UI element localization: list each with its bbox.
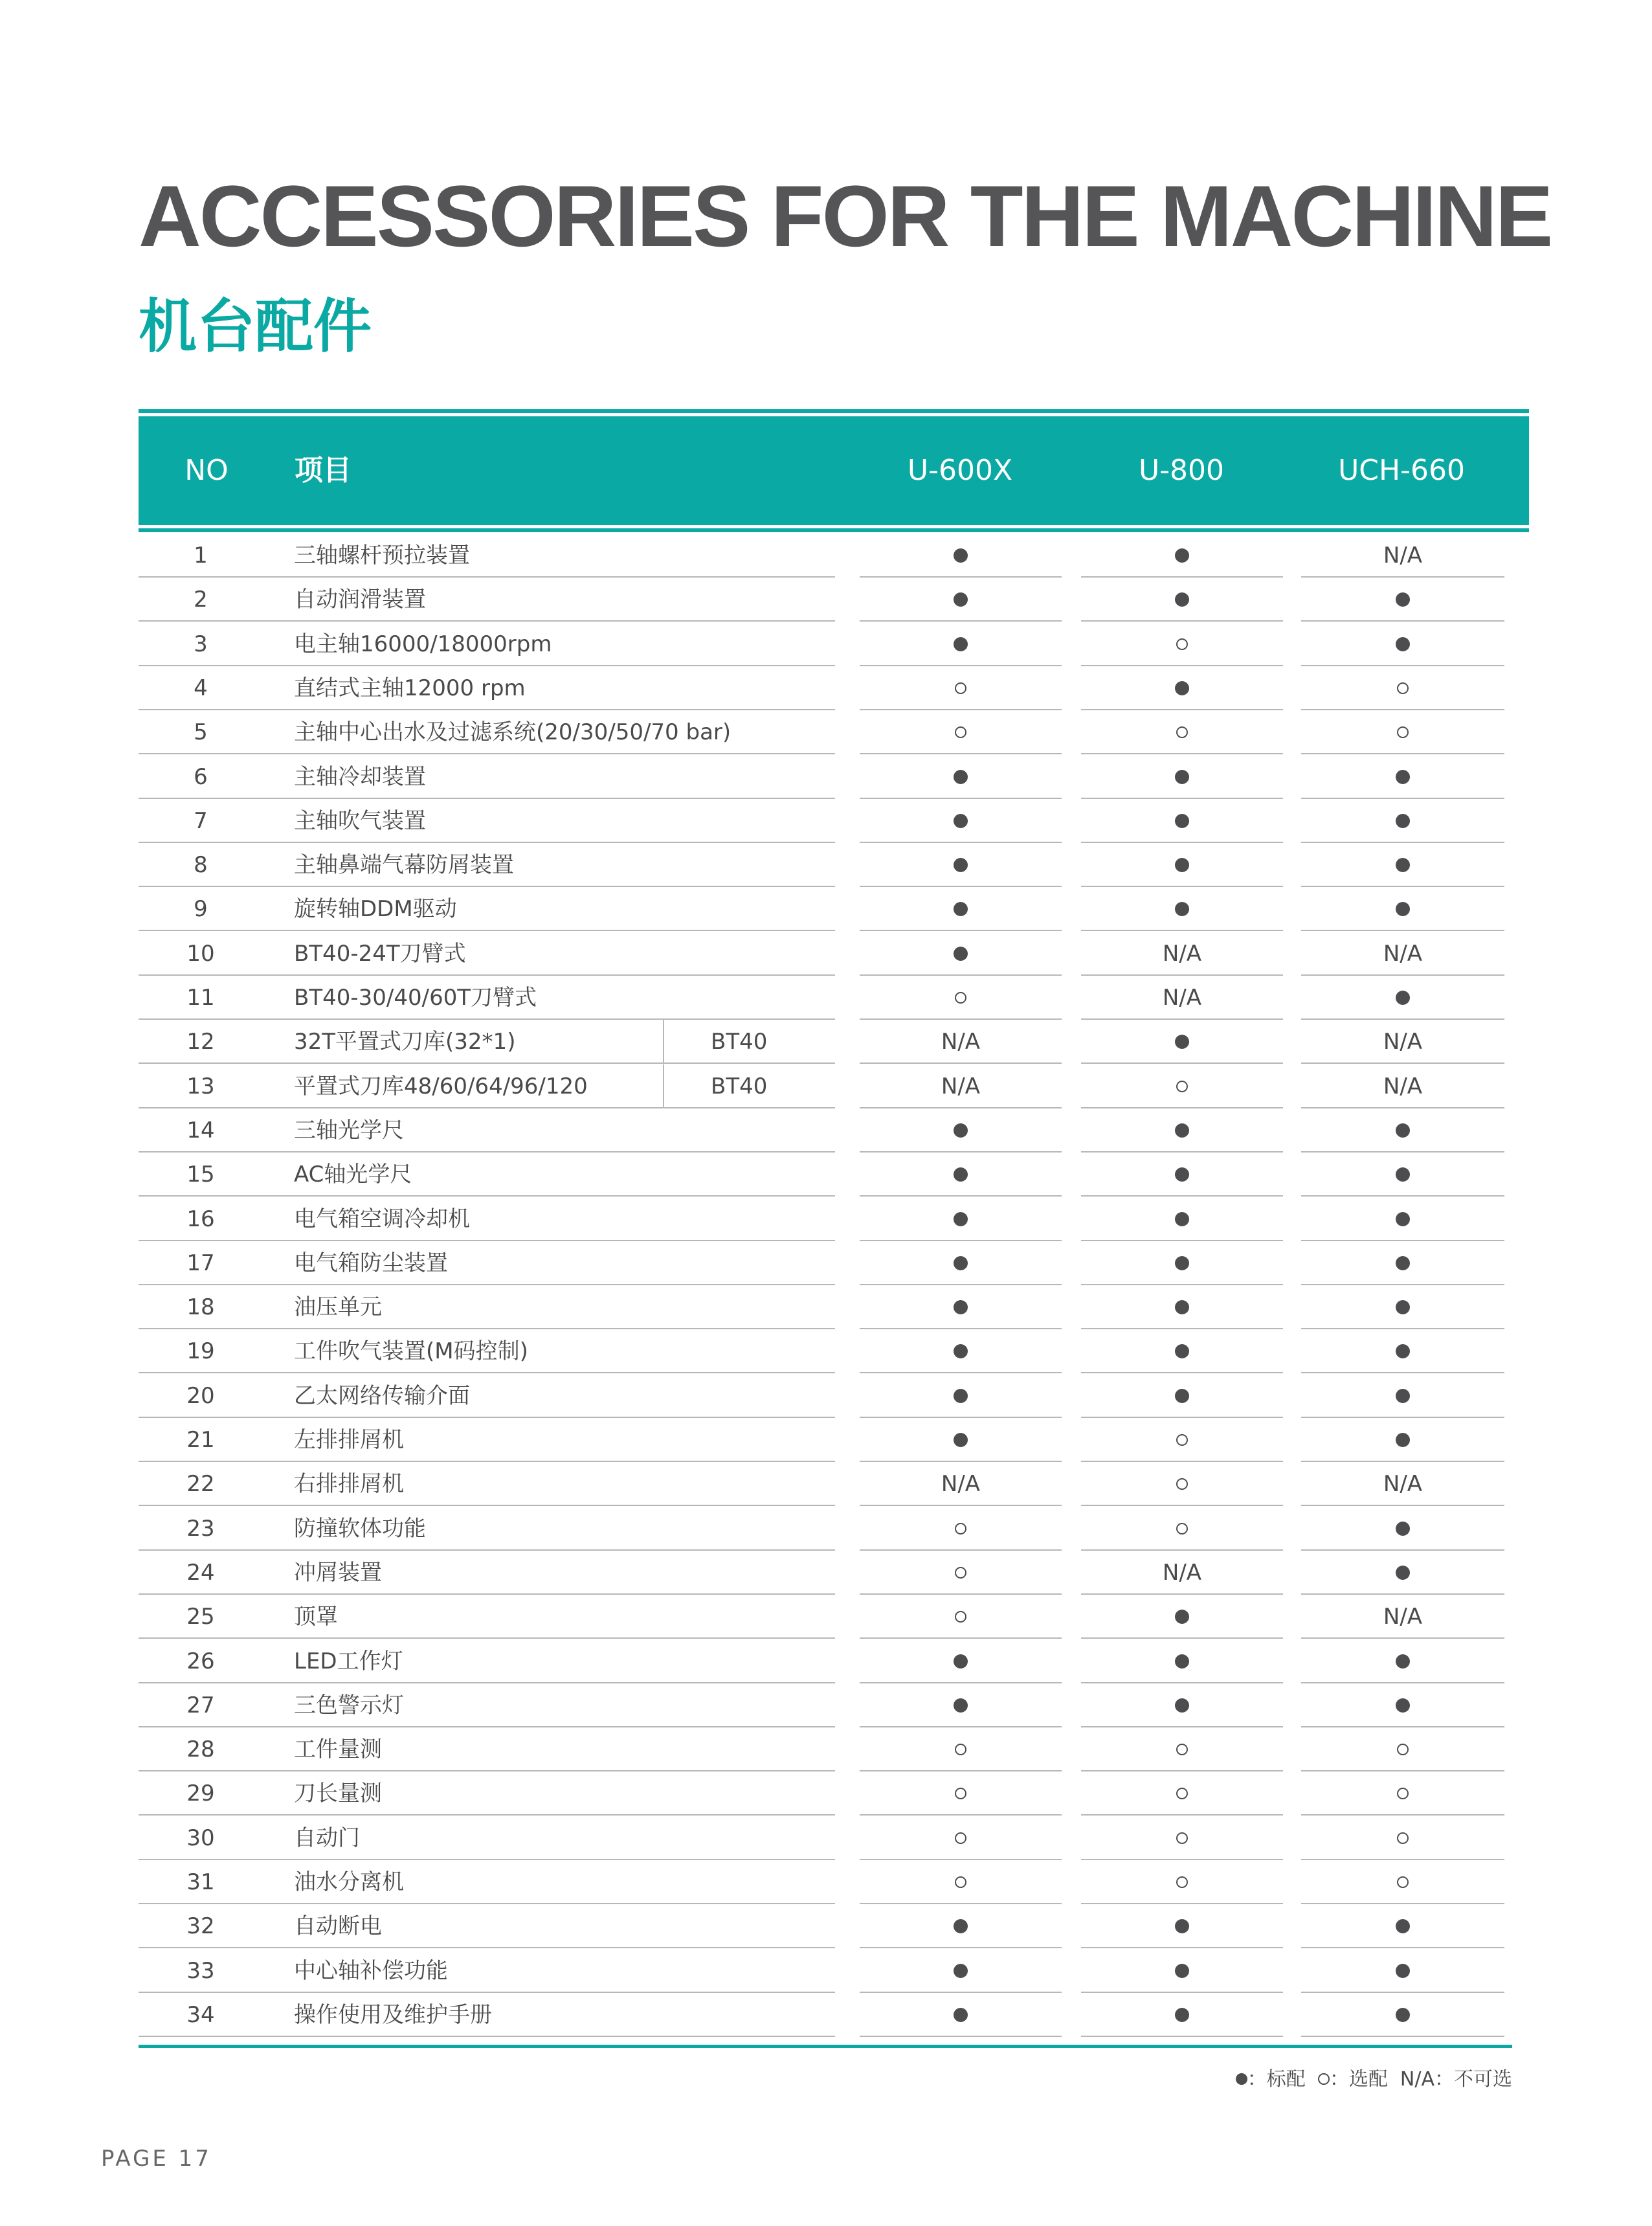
optional-circle-icon — [1081, 622, 1283, 666]
row-no: 7 — [139, 799, 263, 843]
standard-dot-icon — [1081, 1374, 1283, 1418]
optional-circle-icon — [1081, 1816, 1283, 1860]
not-available-value: N/A — [1301, 1020, 1504, 1064]
row-item: BT40-24T刀臂式 — [263, 932, 835, 976]
row-item: 32T平置式刀库(32*1) — [263, 1020, 835, 1064]
standard-dot-icon — [1081, 1285, 1283, 1329]
filled-dot-icon — [1175, 1256, 1189, 1270]
optional-circle-icon — [860, 1595, 1062, 1639]
row-no: 27 — [139, 1683, 263, 1727]
filled-dot-icon — [954, 1212, 968, 1226]
optional-circle-icon — [1081, 710, 1283, 754]
filled-dot-icon — [1396, 1256, 1410, 1270]
row-item: 旋转轴DDM驱动 — [263, 887, 835, 931]
standard-dot-icon — [1081, 1152, 1283, 1197]
row-no: 10 — [139, 932, 263, 976]
filled-dot-icon — [954, 902, 968, 916]
optional-circle-icon — [1081, 1064, 1283, 1108]
page-title: ACCESSORIES FOR THE MACHINE — [139, 168, 1552, 265]
filled-dot-icon — [954, 548, 968, 563]
row-no: 8 — [139, 843, 263, 887]
standard-dot-icon — [860, 843, 1062, 887]
filled-dot-icon — [1396, 1123, 1410, 1138]
hollow-circle-icon — [955, 1567, 966, 1579]
standard-dot-icon — [860, 578, 1062, 622]
standard-dot-icon — [1081, 534, 1283, 578]
filled-dot-icon — [1396, 1654, 1410, 1669]
standard-dot-icon — [860, 755, 1062, 799]
table-bottom-rule — [139, 2045, 1512, 2048]
optional-circle-icon — [1081, 1771, 1283, 1816]
row-item: 三轴光学尺 — [263, 1108, 835, 1152]
standard-dot-icon — [860, 1108, 1062, 1152]
row-item: 操作使用及维护手册 — [263, 1993, 835, 2037]
optional-circle-icon — [1301, 1771, 1504, 1816]
row-item: 工件量测 — [263, 1727, 835, 1771]
hollow-circle-icon — [955, 1832, 966, 1844]
standard-dot-icon — [1081, 1904, 1283, 1948]
standard-dot-icon — [860, 1949, 1062, 1993]
standard-dot-icon — [1301, 1241, 1504, 1285]
standard-dot-icon — [1081, 1108, 1283, 1152]
standard-dot-icon — [860, 932, 1062, 976]
not-available-value: N/A — [1081, 932, 1283, 976]
filled-dot-icon — [1175, 681, 1189, 695]
filled-dot-icon — [954, 1167, 968, 1182]
filled-dot-icon — [1396, 858, 1410, 872]
filled-dot-icon — [1175, 1389, 1189, 1403]
row-spec: BT40 — [711, 1074, 768, 1099]
filled-dot-icon — [1175, 814, 1189, 828]
filled-dot-icon — [1175, 548, 1189, 563]
filled-dot-icon — [1175, 1123, 1189, 1138]
filled-dot-icon — [1175, 1610, 1189, 1624]
optional-circle-icon — [860, 1860, 1062, 1904]
row-no: 9 — [139, 887, 263, 931]
standard-dot-icon — [1301, 1152, 1504, 1197]
row-no: 21 — [139, 1418, 263, 1462]
standard-dot-icon — [1081, 887, 1283, 931]
legend-na-label: ：不可选 — [1434, 2068, 1512, 2091]
standard-dot-icon — [1301, 578, 1504, 622]
standard-dot-icon — [1081, 578, 1283, 622]
table-header — [139, 413, 1529, 528]
not-available-value: N/A — [1301, 932, 1504, 976]
spec-divider — [663, 1064, 664, 1108]
standard-dot-icon — [1301, 622, 1504, 666]
not-available-value: N/A — [860, 1064, 1062, 1108]
standard-dot-icon — [1081, 666, 1283, 710]
row-item: 电主轴16000/18000rpm — [263, 622, 835, 666]
filled-dot-icon — [1175, 1300, 1189, 1314]
filled-dot-icon — [1396, 1344, 1410, 1358]
standard-dot-icon — [860, 1152, 1062, 1197]
hollow-circle-icon — [955, 726, 966, 738]
filled-dot-icon — [954, 637, 968, 651]
filled-dot-icon — [1175, 858, 1189, 872]
filled-dot-icon — [1175, 1212, 1189, 1226]
filled-dot-icon — [1175, 2008, 1189, 2022]
not-available-value: N/A — [860, 1020, 1062, 1064]
row-item: 直结式主轴12000 rpm — [263, 666, 835, 710]
filled-dot-icon — [954, 1300, 968, 1314]
row-no: 30 — [139, 1816, 263, 1860]
legend-standard-label: ：标配 — [1247, 2068, 1306, 2091]
standard-dot-icon — [860, 1241, 1062, 1285]
legend-optional-label: ：选配 — [1329, 2068, 1388, 2091]
row-no: 2 — [139, 578, 263, 622]
filled-dot-icon — [1175, 1698, 1189, 1713]
hollow-circle-icon — [955, 992, 966, 1004]
standard-dot-icon — [860, 887, 1062, 931]
filled-dot-icon — [1396, 1566, 1410, 1580]
optional-circle-icon — [1081, 1860, 1283, 1904]
optional-circle-icon — [860, 666, 1062, 710]
row-item: 主轴吹气装置 — [263, 799, 835, 843]
hollow-circle-icon — [1176, 1788, 1188, 1799]
standard-dot-icon — [860, 534, 1062, 578]
row-no: 1 — [139, 534, 263, 578]
row-item: 三色警示灯 — [263, 1683, 835, 1727]
row-item: 电气箱空调冷却机 — [263, 1197, 835, 1241]
filled-dot-icon — [954, 1389, 968, 1403]
not-available-value: N/A — [1301, 1462, 1504, 1506]
row-item: 主轴鼻端气幕防屑装置 — [263, 843, 835, 887]
row-item: 主轴冷却装置 — [263, 755, 835, 799]
filled-dot-icon — [954, 1919, 968, 1933]
row-item: 电气箱防尘装置 — [263, 1241, 835, 1285]
optional-circle-icon — [1081, 1727, 1283, 1771]
header-model-uch660: UCH-660 — [1338, 454, 1465, 487]
standard-dot-icon — [860, 1683, 1062, 1727]
standard-dot-icon — [1301, 1639, 1504, 1683]
filled-dot-icon — [1396, 1522, 1410, 1536]
not-available-value: N/A — [1081, 976, 1283, 1020]
optional-circle-icon — [860, 976, 1062, 1020]
standard-dot-icon — [860, 1329, 1062, 1373]
filled-dot-icon — [1175, 1035, 1189, 1049]
optional-circle-icon — [860, 710, 1062, 754]
filled-dot-icon — [1175, 1654, 1189, 1669]
row-item: 平置式刀库48/60/64/96/120 — [263, 1064, 835, 1108]
standard-dot-icon — [1301, 1904, 1504, 1948]
row-no: 22 — [139, 1462, 263, 1506]
row-no: 11 — [139, 976, 263, 1020]
optional-circle-icon — [860, 1771, 1062, 1816]
hollow-circle-icon — [955, 1611, 966, 1623]
header-no: NO — [184, 454, 229, 487]
hollow-circle-icon — [1397, 726, 1409, 738]
row-no: 6 — [139, 755, 263, 799]
standard-dot-icon — [1301, 976, 1504, 1020]
row-item: 右排排屑机 — [263, 1462, 835, 1506]
filled-dot-icon — [954, 1433, 968, 1447]
filled-dot-icon — [1175, 592, 1189, 607]
row-no: 31 — [139, 1860, 263, 1904]
filled-dot-icon — [1396, 770, 1410, 784]
optional-circle-icon — [860, 1551, 1062, 1595]
filled-dot-icon — [1396, 1698, 1410, 1713]
filled-dot-icon — [1175, 902, 1189, 916]
filled-dot-icon — [954, 947, 968, 961]
not-available-value: N/A — [1081, 1551, 1283, 1595]
hollow-circle-icon — [1318, 2073, 1330, 2085]
row-spec: BT40 — [711, 1029, 768, 1055]
row-no: 33 — [139, 1949, 263, 1993]
filled-dot-icon — [954, 2008, 968, 2022]
filled-dot-icon — [1396, 1212, 1410, 1226]
page-subtitle: 机台配件 — [139, 293, 372, 361]
row-item: 左排排屑机 — [263, 1418, 835, 1462]
row-item: 自动断电 — [263, 1904, 835, 1948]
filled-dot-icon — [954, 1698, 968, 1713]
hollow-circle-icon — [1176, 1832, 1188, 1844]
row-no: 5 — [139, 710, 263, 754]
filled-dot-icon — [1396, 637, 1410, 651]
row-no: 23 — [139, 1507, 263, 1551]
optional-circle-icon — [1301, 710, 1504, 754]
row-no: 14 — [139, 1108, 263, 1152]
filled-dot-icon — [1396, 1167, 1410, 1182]
optional-circle-icon — [1301, 1816, 1504, 1860]
row-no: 3 — [139, 622, 263, 666]
hollow-circle-icon — [1397, 1832, 1409, 1844]
row-no: 25 — [139, 1595, 263, 1639]
standard-dot-icon — [1081, 1329, 1283, 1373]
row-no: 26 — [139, 1639, 263, 1683]
row-no: 13 — [139, 1064, 263, 1108]
row-item: AC轴光学尺 — [263, 1152, 835, 1197]
spec-divider — [663, 1020, 664, 1064]
standard-dot-icon — [1081, 1639, 1283, 1683]
standard-dot-icon — [1301, 1993, 1504, 2037]
standard-dot-icon — [1301, 799, 1504, 843]
standard-dot-icon — [1301, 887, 1504, 931]
standard-dot-icon — [1081, 1197, 1283, 1241]
standard-dot-icon — [860, 1374, 1062, 1418]
row-item: 自动门 — [263, 1816, 835, 1860]
standard-dot-icon — [860, 1993, 1062, 2037]
legend-na-symbol: N/A — [1400, 2068, 1434, 2091]
standard-dot-icon — [1301, 755, 1504, 799]
hollow-circle-icon — [955, 1744, 966, 1755]
row-no: 20 — [139, 1374, 263, 1418]
row-item: 冲屑装置 — [263, 1551, 835, 1595]
filled-dot-icon — [1175, 770, 1189, 784]
standard-dot-icon — [1081, 1949, 1283, 1993]
filled-dot-icon — [954, 814, 968, 828]
optional-circle-icon — [1301, 1860, 1504, 1904]
filled-dot-icon — [1396, 991, 1410, 1005]
filled-dot-icon — [954, 770, 968, 784]
row-item: 主轴中心出水及过滤系统(20/30/50/70 bar) — [263, 710, 835, 754]
row-no: 16 — [139, 1197, 263, 1241]
row-no: 19 — [139, 1329, 263, 1373]
filled-dot-icon — [1396, 1433, 1410, 1447]
row-item: 油水分离机 — [263, 1860, 835, 1904]
row-item: 工件吹气装置(M码控制) — [263, 1329, 835, 1373]
row-item: 中心轴补偿功能 — [263, 1949, 835, 1993]
hollow-circle-icon — [1176, 726, 1188, 738]
row-no: 29 — [139, 1771, 263, 1816]
standard-dot-icon — [1081, 843, 1283, 887]
page-number: PAGE 17 — [101, 2146, 212, 2172]
row-item: 自动润滑装置 — [263, 578, 835, 622]
row-no: 24 — [139, 1551, 263, 1595]
legend — [1236, 2067, 1512, 2093]
header-item: 项目 — [295, 454, 352, 487]
hollow-circle-icon — [1397, 682, 1409, 694]
standard-dot-icon — [1301, 1551, 1504, 1595]
filled-dot-icon — [954, 1344, 968, 1358]
filled-dot-icon — [1396, 592, 1410, 607]
standard-dot-icon — [1301, 1197, 1504, 1241]
standard-dot-icon — [1301, 1418, 1504, 1462]
hollow-circle-icon — [1176, 1523, 1188, 1535]
standard-dot-icon — [1081, 755, 1283, 799]
not-available-value: N/A — [1301, 534, 1504, 578]
filled-dot-icon — [954, 1964, 968, 1978]
hollow-circle-icon — [1397, 1744, 1409, 1755]
row-no: 15 — [139, 1152, 263, 1197]
row-no: 28 — [139, 1727, 263, 1771]
hollow-circle-icon — [1176, 1434, 1188, 1446]
hollow-circle-icon — [1397, 1788, 1409, 1799]
header-model-u800: U-800 — [1138, 454, 1225, 487]
filled-dot-icon — [1396, 1389, 1410, 1403]
row-no: 32 — [139, 1904, 263, 1948]
filled-dot-icon — [1236, 2073, 1247, 2085]
not-available-value: N/A — [860, 1462, 1062, 1506]
filled-dot-icon — [1396, 1919, 1410, 1933]
row-item: 油压单元 — [263, 1285, 835, 1329]
standard-dot-icon — [860, 1904, 1062, 1948]
filled-dot-icon — [954, 1123, 968, 1138]
optional-circle-icon — [1301, 1727, 1504, 1771]
filled-dot-icon — [1396, 902, 1410, 916]
standard-dot-icon — [860, 1197, 1062, 1241]
filled-dot-icon — [954, 1654, 968, 1669]
filled-dot-icon — [1396, 1300, 1410, 1314]
row-item: LED工作灯 — [263, 1639, 835, 1683]
hollow-circle-icon — [955, 1876, 966, 1888]
standard-dot-icon — [860, 799, 1062, 843]
filled-dot-icon — [1175, 1919, 1189, 1933]
hollow-circle-icon — [1176, 1876, 1188, 1888]
standard-dot-icon — [1301, 1108, 1504, 1152]
optional-circle-icon — [860, 1816, 1062, 1860]
standard-dot-icon — [860, 1639, 1062, 1683]
hollow-circle-icon — [1176, 638, 1188, 650]
standard-dot-icon — [1081, 1241, 1283, 1285]
standard-dot-icon — [1081, 1595, 1283, 1639]
standard-dot-icon — [1301, 843, 1504, 887]
row-item: 乙太网络传输介面 — [263, 1374, 835, 1418]
row-item: BT40-30/40/60T刀臂式 — [263, 976, 835, 1020]
filled-dot-icon — [954, 592, 968, 607]
standard-dot-icon — [1301, 1329, 1504, 1373]
row-no: 4 — [139, 666, 263, 710]
not-available-value: N/A — [1301, 1595, 1504, 1639]
filled-dot-icon — [1396, 1964, 1410, 1978]
standard-dot-icon — [1081, 1020, 1283, 1064]
standard-dot-icon — [1081, 1993, 1283, 2037]
row-item: 三轴螺杆预拉装置 — [263, 534, 835, 578]
standard-dot-icon — [1301, 1683, 1504, 1727]
hollow-circle-icon — [1397, 1876, 1409, 1888]
hollow-circle-icon — [1176, 1744, 1188, 1755]
standard-dot-icon — [1301, 1507, 1504, 1551]
filled-dot-icon — [954, 1256, 968, 1270]
standard-dot-icon — [1301, 1949, 1504, 1993]
optional-circle-icon — [1081, 1418, 1283, 1462]
filled-dot-icon — [1175, 1344, 1189, 1358]
filled-dot-icon — [1175, 1167, 1189, 1182]
optional-circle-icon — [1301, 666, 1504, 710]
row-item: 刀长量测 — [263, 1771, 835, 1816]
hollow-circle-icon — [955, 1788, 966, 1799]
header-model-u600x: U-600X — [907, 454, 1013, 487]
hollow-circle-icon — [1176, 1478, 1188, 1490]
row-no: 17 — [139, 1241, 263, 1285]
standard-dot-icon — [1301, 1374, 1504, 1418]
filled-dot-icon — [954, 858, 968, 872]
standard-dot-icon — [860, 622, 1062, 666]
standard-dot-icon — [1301, 1285, 1504, 1329]
standard-dot-icon — [1081, 1683, 1283, 1727]
filled-dot-icon — [1175, 1964, 1189, 1978]
not-available-value: N/A — [1301, 1064, 1504, 1108]
hollow-circle-icon — [1176, 1081, 1188, 1092]
optional-circle-icon — [1081, 1462, 1283, 1506]
row-no: 18 — [139, 1285, 263, 1329]
row-no: 34 — [139, 1993, 263, 2037]
hollow-circle-icon — [955, 682, 966, 694]
filled-dot-icon — [1396, 814, 1410, 828]
standard-dot-icon — [1081, 799, 1283, 843]
filled-dot-icon — [1396, 2008, 1410, 2022]
standard-dot-icon — [860, 1418, 1062, 1462]
optional-circle-icon — [860, 1727, 1062, 1771]
optional-circle-icon — [860, 1507, 1062, 1551]
standard-dot-icon — [860, 1285, 1062, 1329]
row-no: 12 — [139, 1020, 263, 1064]
optional-circle-icon — [1081, 1507, 1283, 1551]
row-item: 顶罩 — [263, 1595, 835, 1639]
row-item: 防撞软体功能 — [263, 1507, 835, 1551]
hollow-circle-icon — [955, 1523, 966, 1535]
